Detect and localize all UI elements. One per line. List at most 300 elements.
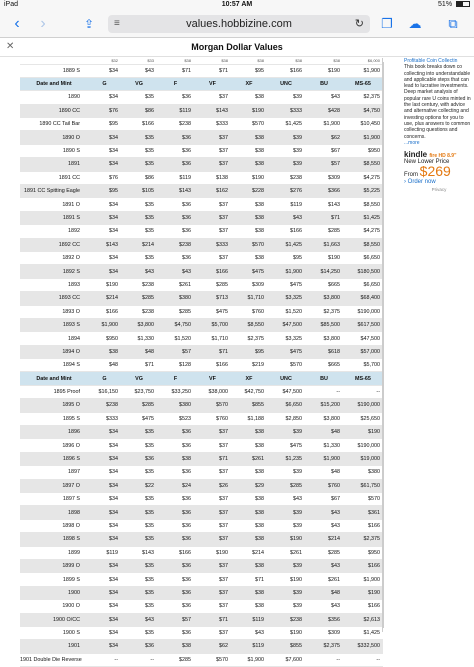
value-cell: $35 bbox=[121, 466, 157, 479]
table-row bbox=[20, 118, 383, 131]
value-cell: $285 bbox=[267, 479, 305, 492]
value-cell: $38 bbox=[231, 251, 267, 264]
value-cell: $37 bbox=[194, 91, 231, 104]
value-cell: $523 bbox=[157, 412, 194, 425]
table-row bbox=[20, 278, 383, 291]
table-row bbox=[20, 439, 383, 452]
value-cell: $950 bbox=[343, 144, 383, 157]
date-cell: 1893 S bbox=[20, 318, 88, 331]
value-cell: $47,500 bbox=[267, 318, 305, 331]
date-cell: 1894 S bbox=[20, 359, 88, 372]
value-cell: $180,500 bbox=[343, 265, 383, 278]
date-cell: 1895 S bbox=[20, 412, 88, 425]
value-cell: $34 bbox=[88, 640, 121, 653]
date-cell: Date and Mint bbox=[20, 77, 88, 90]
value-cell: $855 bbox=[231, 399, 267, 412]
value-cell: $36 bbox=[121, 452, 157, 465]
battery-icon bbox=[456, 1, 470, 7]
value-cell: $665 bbox=[305, 278, 343, 291]
value-cell: $143 bbox=[157, 185, 194, 198]
value-cell: $950 bbox=[88, 332, 121, 345]
value-cell: $36 bbox=[157, 211, 194, 224]
kindle-ad[interactable] bbox=[404, 152, 474, 193]
value-cell: $143 bbox=[305, 198, 343, 211]
value-cell: $35 bbox=[121, 519, 157, 532]
table-row bbox=[20, 626, 383, 639]
page-title: Morgan Dollar Values bbox=[191, 42, 283, 52]
value-cell: $38 bbox=[267, 58, 305, 64]
value-cell: $36 bbox=[157, 519, 194, 532]
value-cell: $190 bbox=[267, 533, 305, 546]
value-cell: $380 bbox=[157, 399, 194, 412]
value-cell: $1,425 bbox=[267, 118, 305, 131]
value-cell: $38 bbox=[157, 58, 194, 64]
value-cell: $238 bbox=[121, 305, 157, 318]
scrollbar[interactable] bbox=[382, 62, 384, 628]
ad-brand-name: kindle bbox=[404, 150, 428, 160]
value-cell: $4,750 bbox=[157, 318, 194, 331]
value-cell: $19,000 bbox=[343, 452, 383, 465]
value-cell: $33 bbox=[121, 58, 157, 64]
value-cell: $95 bbox=[267, 251, 305, 264]
value-cell: $38 bbox=[231, 439, 267, 452]
value-cell: $3,800 bbox=[305, 332, 343, 345]
value-cell: $36 bbox=[157, 466, 194, 479]
value-cell: $38 bbox=[231, 158, 267, 171]
value-cell: $86 bbox=[121, 171, 157, 184]
order-now-link[interactable]: › Order now bbox=[404, 179, 436, 186]
reader-menu-icon[interactable]: ≡ bbox=[114, 18, 120, 29]
value-cell: $57 bbox=[157, 613, 194, 626]
value-cell: $39 bbox=[267, 131, 305, 144]
value-cell: $37 bbox=[194, 519, 231, 532]
table-row bbox=[20, 158, 383, 171]
value-cell: $261 bbox=[157, 278, 194, 291]
table-row bbox=[20, 506, 383, 519]
url-text: values.hobbizine.com bbox=[186, 18, 292, 30]
date-cell: 1896 bbox=[20, 426, 88, 439]
bookmarks-icon[interactable]: ❐ bbox=[381, 16, 393, 31]
date-cell: 1900 O/CC bbox=[20, 613, 88, 626]
value-cell: $48 bbox=[305, 426, 343, 439]
value-cell: F bbox=[157, 372, 194, 385]
value-cell: $166 bbox=[267, 64, 305, 77]
value-cell: $37 bbox=[194, 251, 231, 264]
value-cell: $48 bbox=[305, 586, 343, 599]
table-row bbox=[20, 104, 383, 117]
value-cell: $38 bbox=[231, 91, 267, 104]
value-cell: $38,000 bbox=[194, 385, 231, 398]
value-cell: $35 bbox=[121, 439, 157, 452]
table-row bbox=[20, 131, 383, 144]
value-cell: $48 bbox=[305, 466, 343, 479]
value-cell: $38 bbox=[231, 600, 267, 613]
date-cell: 1900 S bbox=[20, 626, 88, 639]
value-cell: $1,330 bbox=[305, 439, 343, 452]
value-cell: $166 bbox=[343, 559, 383, 572]
value-cell: $475 bbox=[267, 439, 305, 452]
page-header bbox=[0, 39, 474, 57]
value-cell: $309 bbox=[305, 171, 343, 184]
date-cell: 1897 O bbox=[20, 479, 88, 492]
date-cell: 1901 bbox=[20, 640, 88, 653]
value-cell: $238 bbox=[267, 171, 305, 184]
value-cell: $261 bbox=[267, 546, 305, 559]
back-arrow-icon[interactable]: ‹ bbox=[14, 15, 20, 32]
value-cell: $190 bbox=[305, 251, 343, 264]
value-cell: $7,600 bbox=[267, 653, 305, 666]
value-cell: $43 bbox=[305, 559, 343, 572]
value-cell: $38 bbox=[231, 211, 267, 224]
value-cell: $6,650 bbox=[343, 278, 383, 291]
value-cell: $1,425 bbox=[343, 211, 383, 224]
value-cell: $570 bbox=[194, 399, 231, 412]
value-cell: $35 bbox=[121, 493, 157, 506]
value-cell: $166 bbox=[267, 225, 305, 238]
value-cell: $119 bbox=[88, 546, 121, 559]
value-cell: $43 bbox=[305, 91, 343, 104]
value-cell: $39 bbox=[267, 144, 305, 157]
value-cell: VF bbox=[194, 372, 231, 385]
value-cell: $35 bbox=[121, 131, 157, 144]
value-cell: $36 bbox=[157, 426, 194, 439]
value-cell: $36 bbox=[157, 573, 194, 586]
value-cell: $34 bbox=[88, 144, 121, 157]
value-cell: $34 bbox=[88, 198, 121, 211]
value-cell: $34 bbox=[88, 64, 121, 77]
value-cell: $238 bbox=[157, 238, 194, 251]
value-cell: $119 bbox=[231, 640, 267, 653]
value-cell: UNC bbox=[267, 77, 305, 90]
value-cell: $95 bbox=[231, 64, 267, 77]
value-cell: $285 bbox=[157, 305, 194, 318]
date-cell: 1895 O bbox=[20, 399, 88, 412]
values-table-container[interactable] bbox=[20, 58, 383, 663]
value-cell: $34 bbox=[88, 506, 121, 519]
value-cell: $1,520 bbox=[157, 332, 194, 345]
value-cell: BU bbox=[305, 372, 343, 385]
value-cell: $35 bbox=[121, 225, 157, 238]
date-cell: 1890 bbox=[20, 91, 88, 104]
value-cell: $333 bbox=[194, 118, 231, 131]
value-cell: VG bbox=[121, 77, 157, 90]
value-cell: $166 bbox=[157, 546, 194, 559]
value-cell: $85,500 bbox=[305, 318, 343, 331]
value-cell: $3,800 bbox=[305, 292, 343, 305]
value-cell: $2,375 bbox=[231, 332, 267, 345]
value-cell: $36 bbox=[157, 158, 194, 171]
value-cell: $34 bbox=[88, 251, 121, 264]
value-cell: $34 bbox=[88, 613, 121, 626]
date-cell: 1894 bbox=[20, 332, 88, 345]
value-cell: $35 bbox=[121, 91, 157, 104]
value-cell: $36 bbox=[157, 251, 194, 264]
value-cell: $37 bbox=[194, 586, 231, 599]
date-cell: 1900 bbox=[20, 586, 88, 599]
value-cell: $285 bbox=[305, 546, 343, 559]
value-cell: $332,500 bbox=[343, 640, 383, 653]
value-cell: $35 bbox=[121, 506, 157, 519]
table-row bbox=[20, 64, 383, 77]
value-cell: $1,710 bbox=[231, 292, 267, 305]
value-cell: $36 bbox=[157, 225, 194, 238]
value-cell: $1,425 bbox=[343, 626, 383, 639]
value-cell: $1,900 bbox=[305, 118, 343, 131]
value-cell: $34 bbox=[88, 131, 121, 144]
value-cell: $143 bbox=[88, 238, 121, 251]
value-cell: $35 bbox=[121, 533, 157, 546]
value-cell: $190 bbox=[305, 64, 343, 77]
value-cell: $119 bbox=[267, 198, 305, 211]
value-cell: $333 bbox=[267, 104, 305, 117]
value-cell: $713 bbox=[194, 292, 231, 305]
value-cell: $76 bbox=[88, 171, 121, 184]
value-cell: $71 bbox=[194, 452, 231, 465]
table-row bbox=[20, 519, 383, 532]
value-cell: XF bbox=[231, 372, 267, 385]
value-cell: $34 bbox=[88, 573, 121, 586]
reload-icon[interactable]: ↻ bbox=[354, 18, 364, 30]
value-cell: $26 bbox=[194, 479, 231, 492]
table-row bbox=[20, 359, 383, 372]
value-cell: $38 bbox=[231, 144, 267, 157]
value-cell: $119 bbox=[231, 613, 267, 626]
date-cell: 1899 bbox=[20, 546, 88, 559]
value-cell: $43 bbox=[121, 265, 157, 278]
value-cell: -- bbox=[121, 653, 157, 666]
value-cell: $37 bbox=[194, 493, 231, 506]
value-cell: $43 bbox=[305, 519, 343, 532]
date-cell: 1894 O bbox=[20, 345, 88, 358]
value-cell: UNC bbox=[267, 372, 305, 385]
value-cell: $8,550 bbox=[343, 238, 383, 251]
value-cell: $475 bbox=[121, 412, 157, 425]
value-cell: $333 bbox=[194, 238, 231, 251]
value-cell: $190 bbox=[231, 171, 267, 184]
value-cell: $38 bbox=[231, 586, 267, 599]
value-cell: $38 bbox=[157, 640, 194, 653]
value-cell: BU bbox=[305, 77, 343, 90]
value-cell: $71 bbox=[157, 64, 194, 77]
value-cell: $38 bbox=[305, 58, 343, 64]
value-cell: $2,375 bbox=[305, 640, 343, 653]
value-cell: $36 bbox=[157, 600, 194, 613]
table-row bbox=[20, 385, 383, 398]
value-cell: $166 bbox=[121, 118, 157, 131]
value-cell: $214 bbox=[121, 238, 157, 251]
value-cell: $190 bbox=[194, 546, 231, 559]
value-cell: $1,330 bbox=[121, 332, 157, 345]
value-cell: $43 bbox=[121, 613, 157, 626]
value-cell: $62 bbox=[194, 640, 231, 653]
date-cell: 1893 bbox=[20, 278, 88, 291]
table-row bbox=[20, 318, 383, 331]
value-cell: $34 bbox=[88, 600, 121, 613]
value-cell: G bbox=[88, 77, 121, 90]
value-cell: $380 bbox=[343, 466, 383, 479]
value-cell: $285 bbox=[194, 278, 231, 291]
value-cell: $570 bbox=[231, 238, 267, 251]
ad-tagline: New Lower Price bbox=[404, 159, 450, 166]
value-cell: $1,900 bbox=[343, 573, 383, 586]
more-link[interactable]: ...more bbox=[404, 139, 420, 146]
value-cell: $34 bbox=[88, 466, 121, 479]
value-cell: $95 bbox=[88, 118, 121, 131]
privacy-link[interactable]: Privacy bbox=[431, 187, 447, 193]
date-cell: 1890 CC bbox=[20, 104, 88, 117]
value-cell: $4,750 bbox=[343, 104, 383, 117]
value-cell: $190 bbox=[231, 104, 267, 117]
value-cell: $665 bbox=[305, 359, 343, 372]
value-cell: $4,275 bbox=[343, 171, 383, 184]
value-cell: $38 bbox=[231, 426, 267, 439]
value-cell: $34 bbox=[88, 426, 121, 439]
value-cell: $39 bbox=[267, 559, 305, 572]
value-cell: $38 bbox=[231, 58, 267, 64]
date-cell: 1890 O bbox=[20, 131, 88, 144]
date-cell: 1892 CC bbox=[20, 238, 88, 251]
value-cell: $238 bbox=[157, 118, 194, 131]
value-cell: $570 bbox=[267, 359, 305, 372]
value-cell: $36 bbox=[157, 586, 194, 599]
value-cell: $34 bbox=[88, 265, 121, 278]
tabs-overview-icon[interactable]: ⧉ bbox=[448, 16, 458, 31]
value-cell: $1,900 bbox=[88, 318, 121, 331]
value-cell: $35 bbox=[121, 626, 157, 639]
value-cell: $36 bbox=[157, 559, 194, 572]
address-bar[interactable] bbox=[108, 15, 370, 33]
value-cell: $34 bbox=[88, 626, 121, 639]
value-cell: $570 bbox=[231, 118, 267, 131]
value-cell: $1,710 bbox=[194, 332, 231, 345]
value-cell: $190 bbox=[343, 426, 383, 439]
value-cell: $261 bbox=[305, 573, 343, 586]
date-cell: 1890 S bbox=[20, 144, 88, 157]
value-cell: $214 bbox=[88, 292, 121, 305]
value-cell: $36 bbox=[121, 640, 157, 653]
close-icon[interactable]: ✕ bbox=[6, 41, 15, 52]
value-cell: $166 bbox=[194, 265, 231, 278]
date-cell: 1896 S bbox=[20, 452, 88, 465]
book-link[interactable]: Profitable Coin Collectin bbox=[404, 58, 458, 64]
value-cell: $760 bbox=[194, 412, 231, 425]
value-cell: $190 bbox=[267, 573, 305, 586]
value-cell: $43 bbox=[267, 493, 305, 506]
value-cell: $24 bbox=[157, 479, 194, 492]
value-cell: $43 bbox=[231, 626, 267, 639]
value-cell: $5,225 bbox=[343, 185, 383, 198]
date-cell: 1889 S bbox=[20, 64, 88, 77]
value-cell: $2,375 bbox=[343, 91, 383, 104]
value-cell: $475 bbox=[194, 305, 231, 318]
value-cell: $36 bbox=[157, 144, 194, 157]
value-cell: $1,900 bbox=[305, 452, 343, 465]
value-cell: VF bbox=[194, 77, 231, 90]
date-cell: 1891 bbox=[20, 158, 88, 171]
value-cell: MS-65 bbox=[343, 77, 383, 90]
date-cell: 1898 S bbox=[20, 533, 88, 546]
share-icon[interactable]: ⇪ bbox=[83, 17, 95, 31]
value-cell: $276 bbox=[267, 185, 305, 198]
value-cell: $39 bbox=[267, 91, 305, 104]
table-row bbox=[20, 144, 383, 157]
value-cell: $71 bbox=[194, 345, 231, 358]
value-cell: $36 bbox=[157, 91, 194, 104]
date-cell: 1899 O bbox=[20, 559, 88, 572]
value-cell: $6,650 bbox=[343, 251, 383, 264]
date-cell: 1892 bbox=[20, 225, 88, 238]
value-cell: $32 bbox=[88, 58, 121, 64]
value-cell: $1,425 bbox=[267, 238, 305, 251]
value-cell: $61,750 bbox=[343, 479, 383, 492]
value-cell: $35 bbox=[121, 586, 157, 599]
value-cell: $39 bbox=[267, 519, 305, 532]
value-cell: $143 bbox=[194, 104, 231, 117]
value-cell: $38 bbox=[231, 506, 267, 519]
value-cell: $36 bbox=[157, 439, 194, 452]
table-row bbox=[20, 305, 383, 318]
value-cell: $37 bbox=[194, 211, 231, 224]
value-cell: $22 bbox=[121, 479, 157, 492]
browser-toolbar bbox=[0, 10, 474, 38]
table-row bbox=[20, 546, 383, 559]
value-cell: $34 bbox=[88, 559, 121, 572]
value-cell: $35 bbox=[121, 251, 157, 264]
value-cell: $333 bbox=[88, 412, 121, 425]
value-cell: -- bbox=[88, 653, 121, 666]
value-cell: $71 bbox=[194, 64, 231, 77]
table-row bbox=[20, 171, 383, 184]
value-cell: $138 bbox=[194, 171, 231, 184]
value-cell: $36 bbox=[157, 533, 194, 546]
value-cell: $950 bbox=[343, 546, 383, 559]
table-row bbox=[20, 185, 383, 198]
table-row bbox=[20, 600, 383, 613]
value-cell: $37 bbox=[194, 144, 231, 157]
value-cell: $2,375 bbox=[305, 305, 343, 318]
table-row bbox=[20, 251, 383, 264]
value-cell: $238 bbox=[121, 278, 157, 291]
value-cell: $36 bbox=[157, 626, 194, 639]
forward-arrow-icon[interactable]: › bbox=[40, 15, 46, 32]
value-cell: $36 bbox=[157, 131, 194, 144]
value-cell: $428 bbox=[305, 104, 343, 117]
date-cell: 1898 O bbox=[20, 519, 88, 532]
table-row bbox=[20, 466, 383, 479]
cloud-tabs-icon[interactable]: ☁ bbox=[408, 16, 422, 31]
value-cell: $38 bbox=[231, 131, 267, 144]
table-row bbox=[20, 225, 383, 238]
table-row bbox=[20, 426, 383, 439]
value-cell: $43 bbox=[305, 506, 343, 519]
value-cell: $166 bbox=[343, 600, 383, 613]
value-cell: $95 bbox=[231, 345, 267, 358]
value-cell: $38 bbox=[231, 225, 267, 238]
value-cell: $855 bbox=[267, 640, 305, 653]
value-cell: $285 bbox=[157, 653, 194, 666]
value-cell: G bbox=[88, 372, 121, 385]
table-row bbox=[20, 265, 383, 278]
value-cell: $34 bbox=[88, 211, 121, 224]
value-cell: $190,000 bbox=[343, 439, 383, 452]
value-cell: MS-65 bbox=[343, 372, 383, 385]
value-cell: $38 bbox=[157, 452, 194, 465]
date-cell: 1893 CC bbox=[20, 292, 88, 305]
value-cell: $47,500 bbox=[267, 385, 305, 398]
value-cell: $2,375 bbox=[343, 533, 383, 546]
table-row bbox=[20, 345, 383, 358]
value-cell: $37 bbox=[194, 466, 231, 479]
